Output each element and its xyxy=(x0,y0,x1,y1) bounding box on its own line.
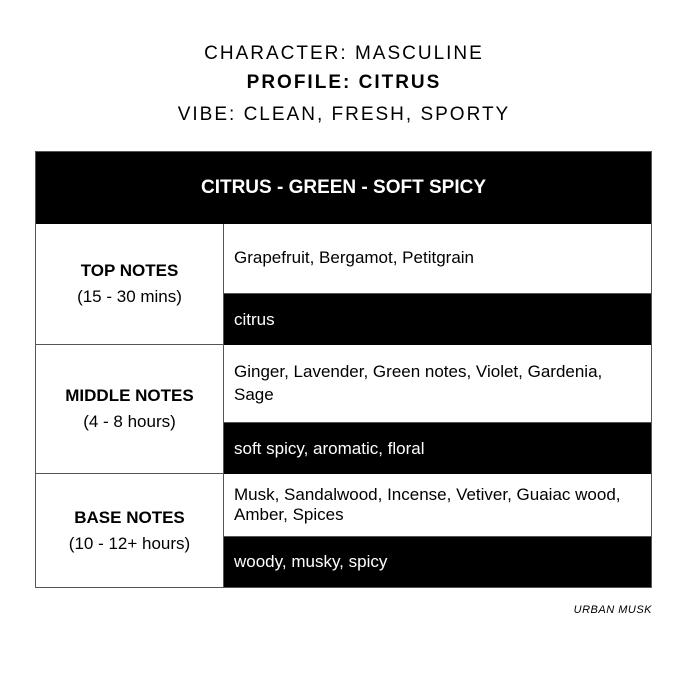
character-line: CHARACTER: MASCULINE xyxy=(204,43,484,64)
middle-notes-ingredients: Ginger, Lavender, Green notes, Violet, Gardenia, Sage xyxy=(224,345,651,423)
base-notes-label xyxy=(36,474,224,587)
top-notes-name: TOP NOTES xyxy=(80,261,179,280)
top-notes-ingredients: Grapefruit, Bergamot, Petitgrain xyxy=(224,224,651,294)
middle-notes-time: (4 - 8 hours) xyxy=(83,412,176,431)
base-notes-ingredients: Musk, Sandalwood, Incense, Vetiver, Guaiac wood, Amber, Spices xyxy=(224,474,651,537)
middle-notes-label xyxy=(36,345,224,474)
base-notes-name: BASE NOTES xyxy=(74,507,185,527)
brand-name: URBAN MUSK xyxy=(573,604,652,616)
notes-table xyxy=(35,151,652,588)
profile-line: PROFILE: CITRUS xyxy=(246,72,442,93)
vibe-line: VIBE: CLEAN, FRESH, SPORTY xyxy=(177,104,511,125)
top-notes-time: (15 - 30 mins) xyxy=(77,287,182,306)
top-notes-label xyxy=(36,224,224,345)
middle-notes-accords: soft spicy, aromatic, floral xyxy=(224,423,651,474)
table-title: CITRUS - GREEN - SOFT SPICY xyxy=(36,152,651,224)
middle-notes-name: MIDDLE NOTES xyxy=(65,386,194,405)
top-notes-accords: citrus xyxy=(224,294,651,345)
base-notes-accords: woody, musky, spicy xyxy=(224,537,651,587)
base-notes-time: (10 - 12+ hours) xyxy=(68,533,191,553)
